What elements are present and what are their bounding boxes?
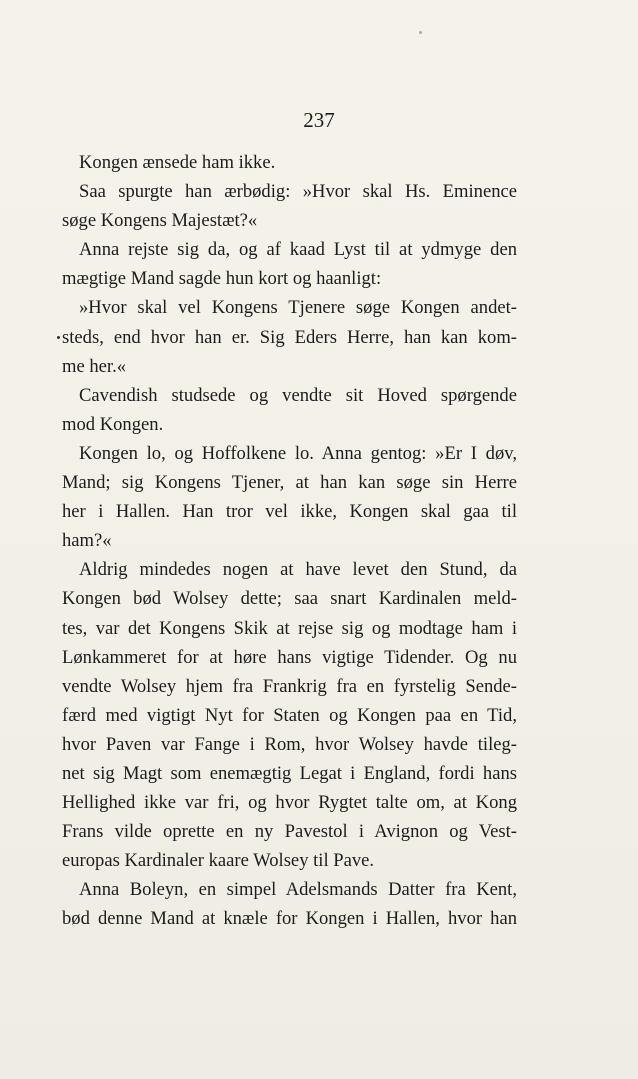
text-line: steds, end hvor han er. Sig Eders Herre, han kan kom- bbox=[62, 326, 517, 348]
text-line: Saa spurgte han ærbødig: »Hvor skal Hs. Eminence bbox=[79, 181, 517, 203]
text-line: tes, var det Kongens Skik at rejse sig og modtage ham i bbox=[62, 617, 517, 639]
text-line: Kongen ænsede ham ikke. bbox=[79, 152, 276, 173]
text-line: net sig Magt som enemægtig Legat i England, fordi hans bbox=[62, 762, 517, 784]
text-line: mod Kongen. bbox=[62, 413, 164, 435]
text-line: bød denne Mand at knæle for Kongen i Hallen, hvor han bbox=[62, 908, 517, 930]
text-line: Hellighed ikke var fri, og hvor Rygtet talte om, at Kong bbox=[62, 792, 517, 814]
body-text bbox=[62, 148, 517, 934]
margin-mark bbox=[57, 336, 60, 339]
text-line: Frans vilde oprette en ny Pavestol i Avignon og Vest- bbox=[62, 821, 517, 843]
text-line: Anna rejste sig da, og af kaad Lyst til at ydmyge den bbox=[79, 239, 517, 261]
text-line: Mand; sig Kongens Tjener, at han kan søge sin Herre bbox=[62, 472, 517, 494]
text-line: søge Kongens Majestæt?« bbox=[62, 210, 258, 232]
text-line: Lønkammeret for at høre hans vigtige Tidender. Og nu bbox=[62, 646, 517, 668]
text-line: Kongen bød Wolsey dette; saa snart Kardinalen meld- bbox=[62, 588, 517, 610]
text-line: Anna Boleyn, en simpel Adelsmands Datter fra Kent, bbox=[79, 879, 517, 901]
text-line: hvor Paven var Fange i Rom, hvor Wolsey havde tileg- bbox=[62, 733, 517, 755]
paper-speck bbox=[419, 31, 422, 34]
page-number: 237 bbox=[303, 108, 335, 132]
text-line: mægtige Mand sagde hun kort og haanligt: bbox=[62, 268, 382, 290]
text-line: Kongen lo, og Hoffolkene lo. Anna gentog: »Er I døv, bbox=[79, 442, 517, 464]
text-line: vendte Wolsey hjem fra Frankrig fra en fyrstelig Sende- bbox=[62, 675, 517, 697]
text-line: Cavendish studsede og vendte sit Hoved spørgende bbox=[79, 384, 517, 406]
text-line: ham?« bbox=[62, 530, 112, 552]
text-line: færd med vigtigt Nyt for Staten og Kongen paa en Tid, bbox=[62, 704, 517, 726]
text-line: europas Kardinaler kaare Wolsey til Pave. bbox=[62, 850, 375, 872]
text-line: Aldrig mindedes nogen at have levet den Stund, da bbox=[79, 559, 517, 581]
text-line: »Hvor skal vel Kongens Tjenere søge Kongen andet- bbox=[79, 297, 517, 319]
text-line: her i Hallen. Han tror vel ikke, Kongen skal gaa til bbox=[62, 501, 517, 523]
text-line: me her.« bbox=[62, 355, 127, 377]
